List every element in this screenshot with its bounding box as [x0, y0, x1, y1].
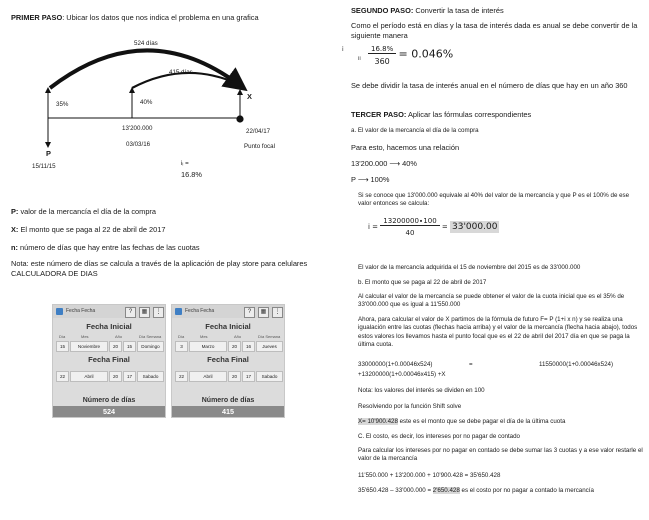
- eq1-numerator: 16.8%: [368, 45, 396, 54]
- arrow-right-icon: ⟶: [389, 159, 401, 168]
- app-name: Fecha Fecha: [66, 308, 96, 314]
- end-year[interactable]: 17: [242, 371, 255, 382]
- paragraph-interest: Para calcular los intereses por no pagar en contado se debe sumar las 3 cuotas y a ese valor restarle el valor de la mercancía: [358, 447, 643, 463]
- label-rate-symbol: iᵢ =: [181, 160, 189, 167]
- start-day[interactable]: 15: [56, 341, 69, 352]
- end-day[interactable]: 22: [175, 371, 188, 382]
- note-interest: Nota: los valores del interés se dividen en 100: [358, 387, 485, 394]
- col-year: Año: [234, 334, 242, 339]
- rel2-left: P: [351, 175, 356, 184]
- step2-text: Convertir la tasa de interés: [413, 6, 504, 15]
- section-c-title: C. El costo, es decir, los intereses por no pagar de contado: [358, 433, 520, 440]
- start-century[interactable]: 20: [228, 341, 241, 352]
- start-date-title: Fecha Inicial: [205, 322, 251, 331]
- label-focal: Punto focal: [244, 143, 275, 150]
- step3-label: TERCER PASO:: [351, 110, 407, 119]
- phone-screenshot-2: [171, 304, 285, 418]
- start-month[interactable]: Marzo: [189, 341, 227, 352]
- days-result: 415: [172, 406, 284, 417]
- col-weekday: Día Semana: [258, 334, 281, 339]
- days-label: Número de días: [201, 397, 255, 404]
- def-p-label: P:: [11, 207, 19, 216]
- col-weekday: Día Semana: [139, 334, 162, 339]
- step2-label: SEGUNDO PASO:: [351, 6, 414, 15]
- equation-2: [368, 217, 499, 237]
- col-day: Día: [178, 334, 185, 339]
- cost-line: [358, 487, 643, 495]
- start-year[interactable]: 16: [242, 341, 255, 352]
- def-x-label: X:: [11, 225, 19, 234]
- label-date-end: 22/04/17: [246, 128, 271, 135]
- eq2-result: 33'000.00: [452, 222, 498, 232]
- cost-highlight: 2'650.428: [432, 487, 460, 494]
- save-icon[interactable]: ▦: [258, 307, 269, 318]
- col-year: Año: [115, 334, 123, 339]
- calendar-icon: [56, 308, 63, 315]
- eq2-denominator: 40: [405, 229, 415, 237]
- start-century[interactable]: 20: [109, 341, 122, 352]
- eq2-numerator: 13200000∙100: [380, 217, 439, 226]
- paragraph-divide: Se debe dividir la tasa de interés anual en el número de días que hay en un año 360: [351, 81, 628, 90]
- arrow-right-icon: ⟶: [357, 175, 369, 184]
- def-p-text: valor de la mercancía el día de la compra: [18, 207, 157, 216]
- eq3-left: 33000000(1+0.00046x524): [358, 361, 433, 368]
- note: Nota: este número de días se calcula a través de la aplicación de play store para celulares CALCULADORA DE DIAS: [11, 259, 308, 278]
- app-name: Fecha Fecha: [185, 308, 215, 314]
- start-weekday: Jueves: [256, 341, 283, 352]
- step3-text: Aplicar las fórmulas correspondientes: [406, 110, 532, 119]
- start-date-title: Fecha Inicial: [86, 322, 132, 331]
- eq1-result: = 0.046%: [398, 47, 454, 61]
- days-result: 524: [53, 406, 165, 417]
- equation-1: [368, 45, 453, 66]
- phone-screenshot-1: [52, 304, 166, 418]
- eq1-sub: ii: [358, 56, 361, 62]
- rel1-right: 40%: [402, 159, 417, 168]
- section-a-sub: Para esto, hacemos una relación: [351, 143, 460, 152]
- def-n-label: n:: [11, 243, 18, 252]
- menu-icon[interactable]: ⋮: [272, 307, 283, 318]
- help-icon[interactable]: ?: [125, 307, 136, 318]
- eq1-denominator: 360: [374, 57, 390, 66]
- end-month[interactable]: Abril: [189, 371, 227, 382]
- label-pct-40: 40%: [140, 99, 153, 106]
- eq2-equals: =: [441, 223, 448, 231]
- cost-text: es el costo por no pagar a contado la mercancía: [459, 487, 594, 494]
- section-b-title: b. El monto que se paga al 22 de abril de 2017: [358, 279, 487, 286]
- def-n-text: número de días que hay entre las fechas de las cuotas: [17, 243, 200, 252]
- def-x: [11, 225, 166, 234]
- end-date-title: Fecha Final: [207, 355, 249, 364]
- x-result-highlight: X= 10'900.428: [358, 418, 398, 425]
- def-p: [11, 207, 156, 216]
- def-x-text: El monto que se paga al 22 de abril de 2017: [18, 225, 166, 234]
- start-month[interactable]: Noviembre: [70, 341, 108, 352]
- focal-dot: [236, 115, 243, 122]
- end-month[interactable]: Abril: [70, 371, 108, 382]
- rel1-left: 13'200.000: [351, 159, 388, 168]
- end-year[interactable]: 17: [123, 371, 136, 382]
- step3-heading: [351, 110, 531, 119]
- relation-2: [351, 175, 389, 184]
- label-date-mid: 03/03/16: [126, 141, 151, 148]
- label-pct-35: 35%: [56, 101, 69, 108]
- step1-label: PRIMER PASO: [11, 13, 63, 22]
- relation-1: [351, 159, 417, 168]
- rel2-right: 100%: [370, 175, 390, 184]
- paragraph-convert: Como el período está en días y la tasa de interés dada es anual se debe convertir de la siguiente manera: [351, 21, 638, 40]
- step1-text: : Ubicar los datos que nos indica el problema en una grafica: [62, 13, 259, 22]
- end-weekday: Sabado: [256, 371, 283, 382]
- label-days-total: 524 días: [134, 40, 158, 47]
- start-year[interactable]: 15: [123, 341, 136, 352]
- start-day[interactable]: 3: [175, 341, 188, 352]
- paragraph-initial: Al calcular el valor de la mercancía se puede obtener el valor de la cuota inicial que es el 35% de 33'000.000 que es igual a 11'550.000: [358, 293, 625, 309]
- label-p: P: [46, 149, 51, 158]
- col-month: Mes: [200, 334, 208, 339]
- paragraph-x-result: [358, 418, 565, 425]
- help-icon[interactable]: ?: [244, 307, 255, 318]
- eq1-i: i: [342, 46, 344, 53]
- end-weekday: Sabado: [137, 371, 164, 382]
- paragraph-formula: Ahora, para calcular el valor de X partimos de la fórmula de futuro F= P (1+i x n) y se realiza una igualación entre las cuotas (flechas hacia arriba) y el valor de la mercancía (flecha hacia abajo), todos estos valores los llevamos hasta el punto focal que es el 22 de abril del 2017 día en que se paga la última cuota.: [358, 316, 638, 349]
- col-month: Mes: [81, 334, 89, 339]
- end-day[interactable]: 22: [56, 371, 69, 382]
- eq3-right: 11550000(1+0.00046x524): [539, 361, 614, 368]
- eq3-continued: +13200000(1+0.00046x415) +X: [358, 371, 446, 378]
- x-result-text: este es el monto que se debe pagar el día de la última cuota: [397, 418, 566, 425]
- days-label: Número de días: [82, 397, 136, 404]
- col-day: Día: [59, 334, 66, 339]
- save-icon[interactable]: ▦: [139, 307, 150, 318]
- menu-icon[interactable]: ⋮: [153, 307, 164, 318]
- eq3-equals: =: [469, 361, 473, 368]
- label-date-start: 15/11/15: [32, 163, 56, 170]
- paragraph-known: Si se conoce que 13'000.000 equivale al 40% del valor de la mercancía y que P es el 100% de ese valor entonces se calcula:: [358, 192, 630, 208]
- cost-calc: 35'650.428 – 33'000.000 =: [358, 487, 433, 494]
- paragraph-value: El valor de la mercancía adquirida el 15 de noviembre del 2015 es de 33'000.000: [358, 264, 581, 271]
- start-weekday: Domingo: [137, 341, 164, 352]
- calendar-icon: [175, 308, 182, 315]
- label-days-partial: 415 días: [169, 69, 193, 76]
- end-date-title: Fecha Final: [88, 355, 130, 364]
- def-n: [11, 243, 200, 252]
- step2-heading: [351, 6, 504, 15]
- end-century[interactable]: 20: [228, 371, 241, 382]
- label-rate-value: 16.8%: [181, 170, 202, 179]
- end-century[interactable]: 20: [109, 371, 122, 382]
- sum-line: 11'550.000 + 13'200.000 + 10'900.428 = 35'650.428: [358, 472, 501, 479]
- section-a-title: a. El valor de la mercancía el día de la compra: [351, 127, 479, 134]
- paragraph-shift-solve: Resolviendo por la función Shift solve: [358, 403, 462, 410]
- label-amount: 13'200.000: [122, 125, 153, 132]
- label-x: X: [247, 92, 252, 101]
- eq2-i: i =: [368, 223, 379, 231]
